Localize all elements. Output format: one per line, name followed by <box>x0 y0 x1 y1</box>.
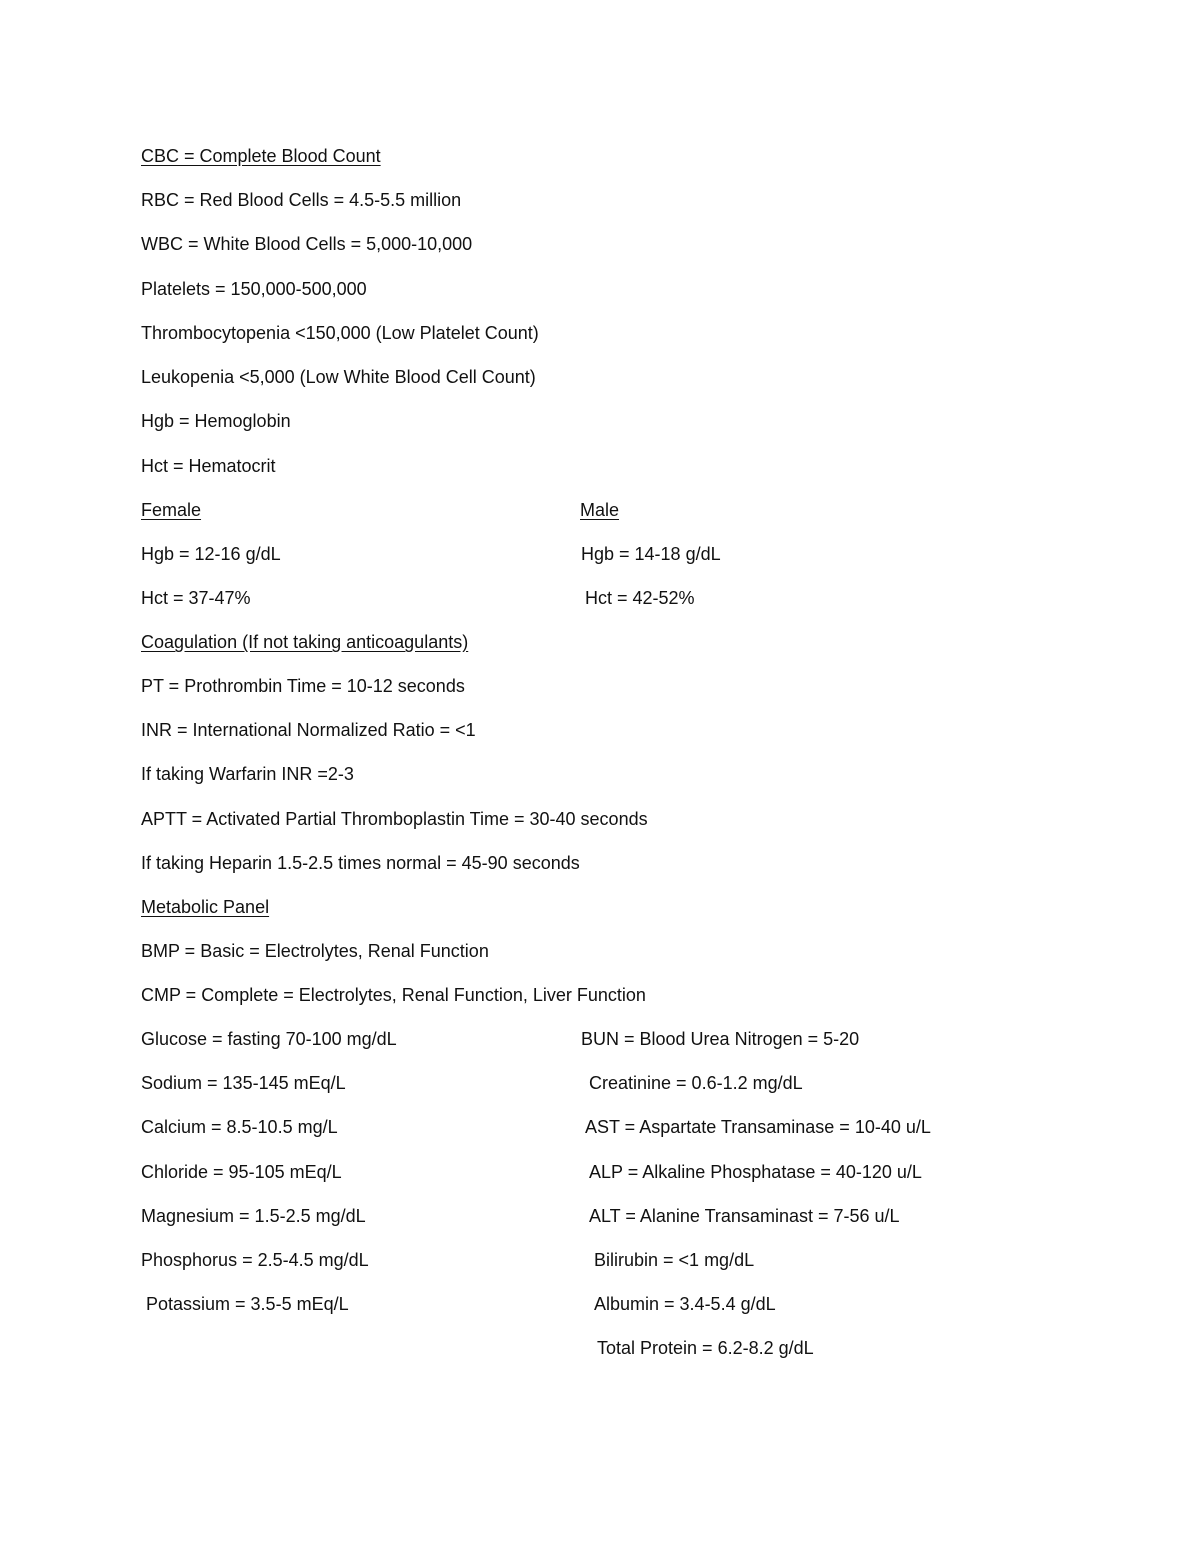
metabolic-right-item: ALP = Alkaline Phosphatase = 40-120 u/L <box>589 1162 922 1182</box>
metabolic-right-item: AST = Aspartate Transaminase = 10-40 u/L <box>585 1117 931 1137</box>
metabolic-right-item: BUN = Blood Urea Nitrogen = 5-20 <box>581 1029 860 1049</box>
metabolic-left-item: Magnesium = 1.5-2.5 mg/dL <box>141 1206 366 1226</box>
cmp-line: CMP = Complete = Electrolytes, Renal Function, Liver Function <box>141 985 646 1005</box>
male-heading: Male <box>580 500 620 520</box>
platelets-line: Platelets = 150,000-500,000 <box>141 279 367 299</box>
metabolic-right-item: Bilirubin = <1 mg/dL <box>594 1250 755 1270</box>
metabolic-left-item: Potassium = 3.5-5 mEq/L <box>146 1294 349 1314</box>
female-heading: Female <box>141 500 202 520</box>
metabolic-right-item: Total Protein = 6.2-8.2 g/dL <box>597 1338 814 1358</box>
metabolic-left-item: Chloride = 95-105 mEq/L <box>141 1162 342 1182</box>
metabolic-right-item: Albumin = 3.4-5.4 g/dL <box>594 1294 776 1314</box>
pt-line: PT = Prothrombin Time = 10-12 seconds <box>141 676 465 696</box>
metabolic-right-item: ALT = Alanine Transaminast = 7-56 u/L <box>589 1206 900 1226</box>
hgb-definition: Hgb = Hemoglobin <box>141 411 291 431</box>
wbc-line: WBC = White Blood Cells = 5,000-10,000 <box>141 234 473 254</box>
metabolic-left-item: Sodium = 135-145 mEq/L <box>141 1073 346 1093</box>
metabolic-left-item: Phosphorus = 2.5-4.5 mg/dL <box>141 1250 369 1270</box>
metabolic-heading: Metabolic Panel <box>141 897 270 917</box>
coagulation-heading: Coagulation (If not taking anticoagulants) <box>141 632 469 652</box>
warfarin-line: If taking Warfarin INR =2-3 <box>141 764 354 784</box>
metabolic-right-item: Creatinine = 0.6-1.2 mg/dL <box>589 1073 803 1093</box>
hct-definition: Hct = Hematocrit <box>141 456 276 476</box>
male-hct: Hct = 42-52% <box>585 588 695 608</box>
bmp-line: BMP = Basic = Electrolytes, Renal Function <box>141 941 489 961</box>
cbc-heading: CBC = Complete Blood Count <box>141 146 381 166</box>
male-hgb: Hgb = 14-18 g/dL <box>581 544 721 564</box>
heparin-line: If taking Heparin 1.5-2.5 times normal = 45-90 seconds <box>141 853 580 873</box>
thrombocytopenia-line: Thrombocytopenia <150,000 (Low Platelet Count) <box>141 323 539 343</box>
inr-line: INR = International Normalized Ratio = <1 <box>141 720 476 740</box>
metabolic-left-item: Calcium = 8.5-10.5 mg/L <box>141 1117 338 1137</box>
female-hct: Hct = 37-47% <box>141 588 251 608</box>
female-hgb: Hgb = 12-16 g/dL <box>141 544 281 564</box>
rbc-line: RBC = Red Blood Cells = 4.5-5.5 million <box>141 190 462 210</box>
metabolic-left-item: Glucose = fasting 70-100 mg/dL <box>141 1029 397 1049</box>
leukopenia-line: Leukopenia <5,000 (Low White Blood Cell Count) <box>141 367 536 387</box>
aptt-line: APTT = Activated Partial Thromboplastin Time = 30-40 seconds <box>141 809 648 829</box>
